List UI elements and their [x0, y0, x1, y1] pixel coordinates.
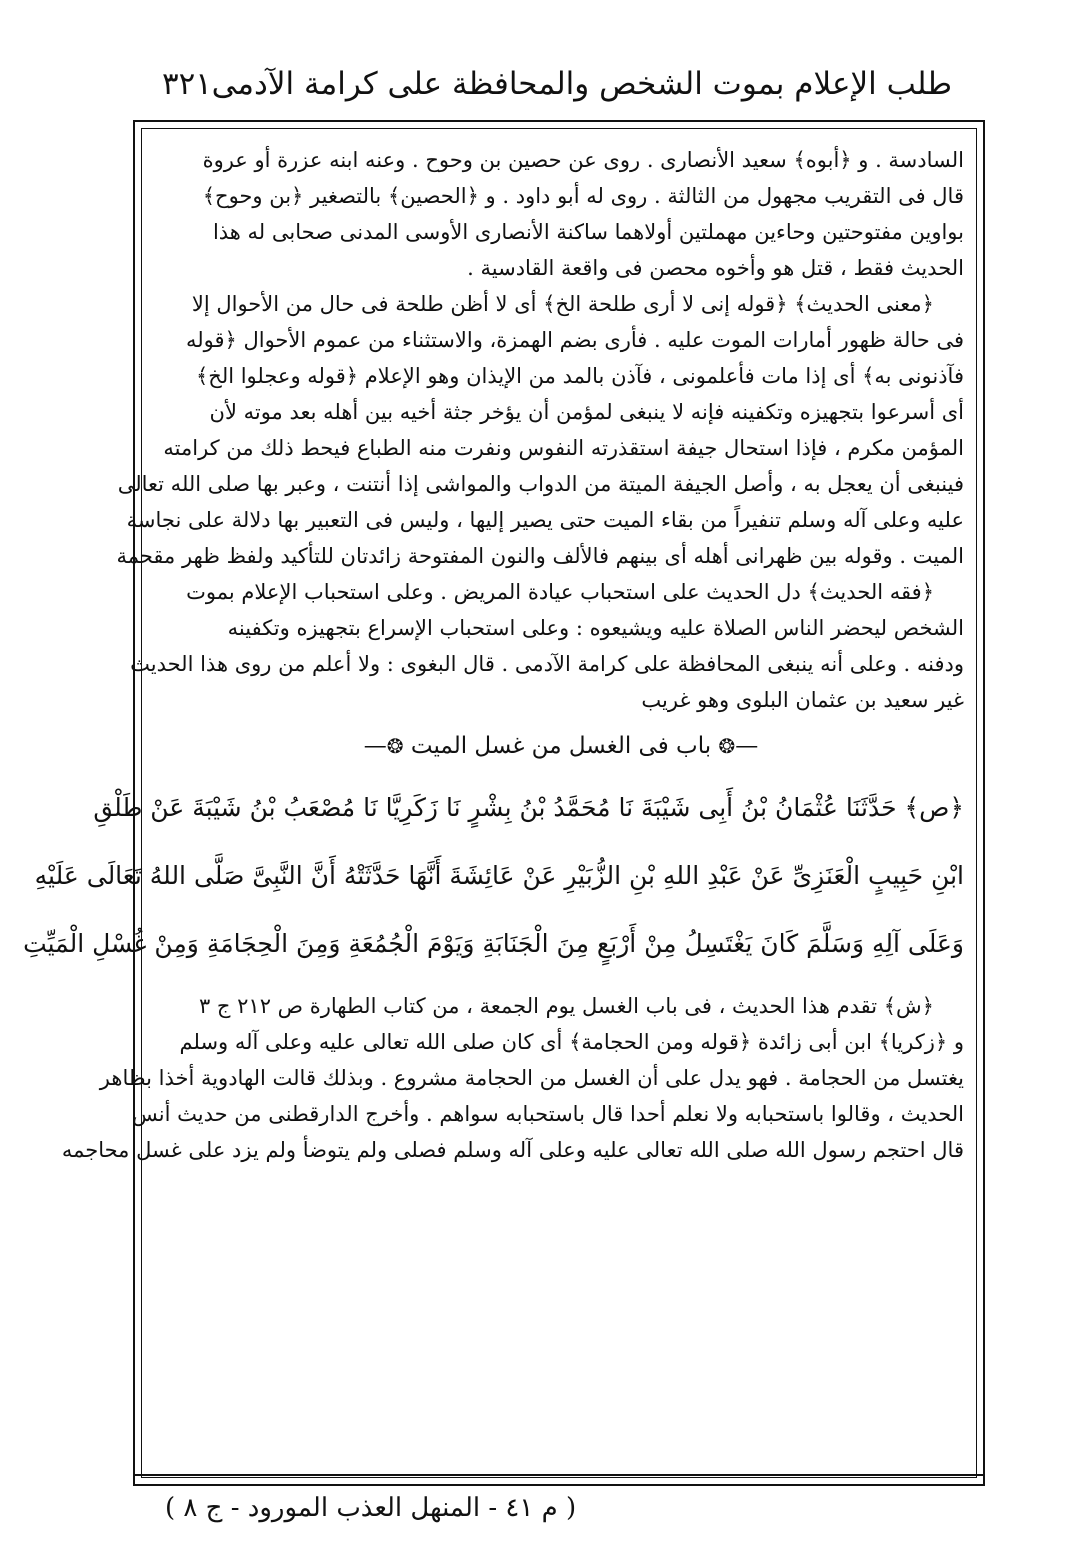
text-line: غير سعيد بن عثمان البلوى وهو غريب [641, 688, 964, 712]
chapter-heading [158, 718, 964, 774]
ornament-icon: —❂ [718, 733, 759, 759]
hadith-line: ﴿ص﴾ حَدَّثَنَا عُثْمَانُ بْنُ أَبِى شَيْبَةَ نَا مُحَمَّدُ بْنُ بِشْرٍ نَا زَكَرِيَّا نَا مُصْعَبُ بْنُ شَيْبَةَ عَنْ طَلْقِ [93, 793, 964, 822]
text-line: الحديث ، وقالوا باستحبابه ولا نعلم أحدا قال باستحبابه سواهم . وأخرج الدارقطنى من حديث أنس [132, 1102, 964, 1126]
text-line: قال احتجم رسول الله صلى الله تعالى عليه وعلى آله وسلم فصلى ولم يتوضأ ولم يزد على غسل محاجمه [61, 1138, 964, 1162]
running-header [150, 62, 952, 112]
text-line: أى أسرعوا بتجهيزه وتكفينه فإنه لا ينبغى لمؤمن أن يؤخر جثة أخيه بين أهله بعد موته لأن [209, 400, 964, 424]
header-title: طلب الإعلام بموت الشخص والمحافظة على كرامة الآدمى [211, 66, 952, 102]
text-line: يغتسل من الحجامة . فهو يدل على أن الغسل من الحجامة مشروع . وبذلك قالت الهادوية أخذا بظاهر [99, 1066, 964, 1090]
text-line: ﴿فقه الحديث﴾ دل الحديث على استحباب عيادة المريض . وعلى استحباب الإعلام بموت [186, 580, 934, 604]
text-line: فآذنونى به﴾ أى إذا مات فأعلمونى ، فآذن بالمد من الإيذان وهو الإعلام ﴿قوله وعجلوا الخ﴾ [195, 364, 964, 388]
text-line: فينبغى أن يعجل به ، وأصل الجيفة الميتة من الدواب والمواشى إذا أنتنت ، وعبر بها صلى الله تعالى [117, 472, 964, 496]
paragraph-commentary [61, 988, 964, 1168]
text-line: الميت . وقوله بين ظهرانى أهله أى بينهم فالألف والنون المفتوحة زائدتان للتأكيد ولفظ ظهر مقحمة [116, 544, 964, 568]
chapter-title: باب فى الغسل من غسل الميت [410, 733, 712, 759]
text-line: و ﴿زكريا﴾ ابن أبى زائدة ﴿قوله ومن الحجامة﴾ أى كان صلى الله تعالى عليه وعلى آله وسلم [179, 1030, 964, 1054]
text-line: بواوين مفتوحتين وحاءين مهملتين أولاهما ساكنة الأنصارى الأوسى المدنى صحابى له هذا [212, 220, 964, 244]
paragraph-fiqh [130, 574, 964, 718]
text-line: ﴿ش﴾ تقدم هذا الحديث ، فى باب الغسل يوم الجمعة ، من كتاب الطهارة ص ٢١٢ ج ٣ [198, 994, 934, 1018]
text-line: فى حالة ظهور أمارات الموت عليه . فأرى بضم الهمزة، والاستثناء من عموم الأحوال ﴿قوله [185, 328, 964, 352]
ornament-icon: ❂— [363, 733, 404, 759]
bottom-rule [133, 1474, 985, 1476]
signature-mark: ( م ٤١ - المنهل العذب المورود - ج ٨ ) [165, 1493, 577, 1523]
text-line: ودفنه . وعلى أنه ينبغى المحافظة على كرامة الآدمى . قال البغوى : ولا أعلم من روى هذا الحديث [130, 652, 964, 676]
hadith-line: ابْنِ حَبِيبٍ الْعَنَزِىِّ عَنْ عَبْدِ اللهِ بْنِ الزُّبَيْرِ عَنْ عَائِشَةَ أَنَّهَا حَدَّثَتْهُ أَنَّ النَّبِىَّ صَلَّى اللهُ تَعَالَى عَلَيْهِ [34, 861, 964, 890]
text-line: المؤمن مكرم ، فإذا استحال جيفة استقذرته النفوس ونفرت منه الطباع فيحط ذلك من كرامته [163, 436, 964, 460]
page-body [23, 142, 964, 1168]
text-line: الشخص ليحضر الناس الصلاة عليه ويشيعوه : وعلى استحباب الإسراع بتجهيزه وتكفينه [227, 616, 964, 640]
page-number: ٣٢١ [162, 66, 212, 102]
text-line: السادسة . و ﴿أبوه﴾ سعيد الأنصارى . روى عن حصين بن وحوح . وعنه ابنه عزرة أو عروة [202, 148, 964, 172]
paragraph-meaning [116, 286, 964, 574]
paragraph-narrators [158, 142, 964, 286]
text-line: قال فى التقريب مجهول من الثالثة . روى له أبو داود . و ﴿الحصين﴾ بالتصغير ﴿بن وحوح﴾ [202, 184, 964, 208]
hadith-line: وَعَلَى آلِهِ وَسَلَّمَ كَانَ يَغْتَسِلُ مِنْ أَرْبَعٍ مِنَ الْجَنَابَةِ وَيَوْمَ الْجُمُعَةِ وَمِنَ الْحِجَامَةِ وَمِنْ غُسْلِ الْمَيِّتِ [23, 929, 964, 958]
hadith-text [23, 774, 964, 978]
text-line: الحديث فقط ، قتل هو وأخوه محصن فى واقعة القادسية . [467, 256, 964, 280]
text-line: ﴿معنى الحديث﴾ ﴿قوله إنى لا أرى طلحة الخ﴾ أى لا أظن طلحة فى حال من الأحوال إلا [191, 292, 934, 316]
text-line: عليه وعلى آله وسلم تنفيراً من بقاء الميت حتى يصير إليها ، وليس فى التعبير بها دلالة على نجاسة [126, 508, 964, 532]
